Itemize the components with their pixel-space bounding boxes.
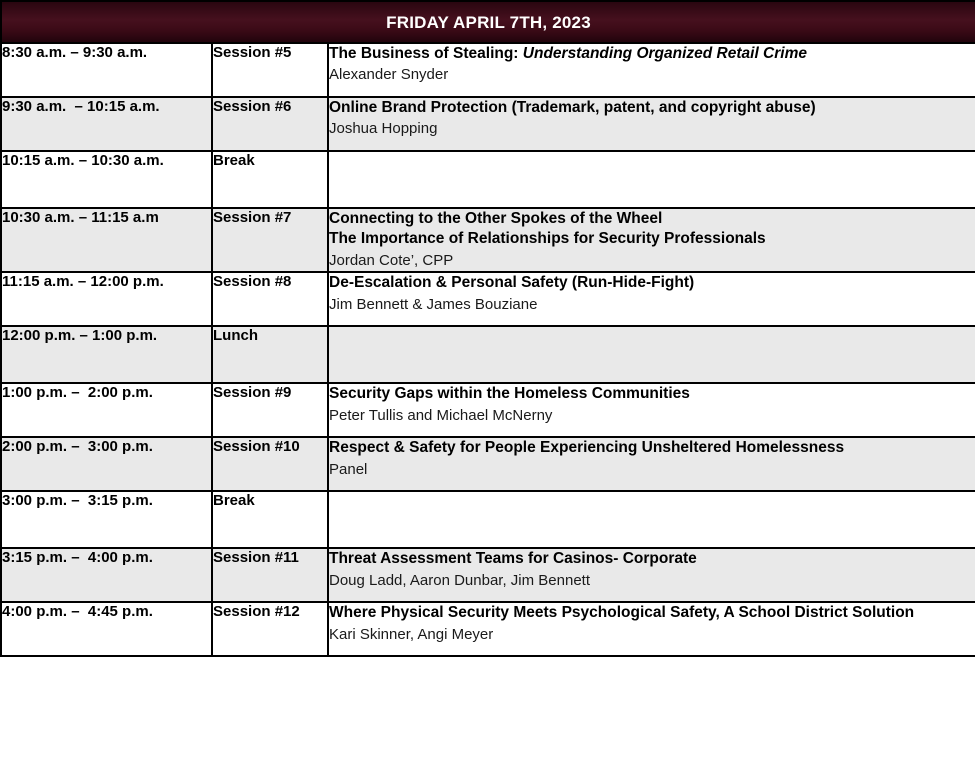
session-title-text: Respect & Safety for People Experiencing Unsheltered Homelessness: [329, 439, 845, 457]
day-header-title: FRIDAY APRIL 7TH, 2023: [386, 12, 591, 32]
session-time: 2:00 p.m. – 3:00 p.m.: [1, 437, 212, 491]
schedule-row: [1, 151, 975, 208]
session-subtitle: The Importance of Relationships for Security Professionals: [329, 230, 766, 248]
session-title-text: Where Physical Security Meets Psychological Safety, A School District Solution: [329, 604, 915, 622]
session-title-text: Online Brand Protection (Trademark, patent, and copyright abuse): [329, 99, 816, 116]
session-title-text: Connecting to the Other Spokes of the Wheel: [329, 210, 663, 227]
session-title: [329, 273, 975, 293]
schedule-row: [1, 272, 975, 326]
session-label: Session #10: [212, 437, 328, 491]
session-label: Session #6: [212, 97, 328, 151]
session-title: [329, 98, 975, 118]
session-detail: [328, 208, 975, 272]
schedule-row: [1, 548, 975, 602]
session-title-text: The Business of Stealing:: [329, 45, 523, 62]
day-header-row: [1, 1, 975, 43]
session-label: Break: [212, 491, 328, 548]
session-title-emphasis: Understanding Organized Retail Crime: [522, 45, 807, 62]
session-speaker: Doug Ladd, Aaron Dunbar, Jim Bennett: [329, 571, 591, 589]
session-label: Session #9: [212, 383, 328, 437]
session-title: [329, 209, 975, 229]
empty-detail: [329, 492, 975, 534]
session-label: Lunch: [212, 326, 328, 383]
session-time: 12:00 p.m. – 1:00 p.m.: [1, 326, 212, 383]
session-time: 3:15 p.m. – 4:00 p.m.: [1, 548, 212, 602]
schedule-body: [1, 43, 975, 656]
session-label: Session #11: [212, 548, 328, 602]
session-speaker: Kari Skinner, Angi Meyer: [329, 625, 494, 643]
session-detail: [328, 602, 975, 656]
session-time: 11:15 a.m. – 12:00 p.m.: [1, 272, 212, 326]
session-detail: [328, 272, 975, 326]
session-title-text: De-Escalation & Personal Safety (Run-Hide-Fight): [329, 274, 695, 292]
session-label: Break: [212, 151, 328, 208]
session-detail: [328, 43, 975, 97]
session-time: 8:30 a.m. – 9:30 a.m.: [1, 43, 212, 97]
schedule-row: [1, 491, 975, 548]
schedule-row: [1, 383, 975, 437]
schedule-row: [1, 326, 975, 383]
empty-detail: [329, 152, 975, 194]
session-detail: [328, 97, 975, 151]
session-speaker: Peter Tullis and Michael McNerny: [329, 406, 553, 424]
session-detail: [328, 151, 975, 208]
schedule-row: [1, 97, 975, 151]
session-detail: [328, 491, 975, 548]
schedule-row: [1, 43, 975, 97]
session-speaker: Panel: [329, 460, 368, 478]
session-label: Session #7: [212, 208, 328, 272]
session-speaker: Jordan Cote’, CPP: [329, 251, 454, 269]
session-speaker: Jim Bennett & James Bouziane: [329, 295, 538, 313]
session-detail: [328, 437, 975, 491]
session-title: [329, 438, 975, 458]
day-header-cell: [1, 1, 975, 43]
session-title: [329, 603, 975, 623]
session-speaker: Alexander Snyder: [329, 66, 449, 84]
session-time: 9:30 a.m. – 10:15 a.m.: [1, 97, 212, 151]
session-time: 1:00 p.m. – 2:00 p.m.: [1, 383, 212, 437]
session-title: [329, 44, 975, 64]
session-title-text: Security Gaps within the Homeless Communities: [329, 385, 690, 403]
schedule-row: [1, 602, 975, 656]
session-title: [329, 549, 975, 569]
session-detail: [328, 548, 975, 602]
session-title-text: Threat Assessment Teams for Casinos- Corporate: [329, 550, 697, 568]
session-label: Session #5: [212, 43, 328, 97]
schedule-row: [1, 208, 975, 272]
empty-detail: [329, 327, 975, 369]
session-time: 10:15 a.m. – 10:30 a.m.: [1, 151, 212, 208]
session-speaker: Joshua Hopping: [329, 120, 438, 138]
schedule-row: [1, 437, 975, 491]
session-time: 3:00 p.m. – 3:15 p.m.: [1, 491, 212, 548]
session-time: 4:00 p.m. – 4:45 p.m.: [1, 602, 212, 656]
session-label: Session #8: [212, 272, 328, 326]
session-time: 10:30 a.m. – 11:15 a.m: [1, 208, 212, 272]
session-detail: [328, 326, 975, 383]
session-title: [329, 384, 975, 404]
session-label: Session #12: [212, 602, 328, 656]
session-detail: [328, 383, 975, 437]
